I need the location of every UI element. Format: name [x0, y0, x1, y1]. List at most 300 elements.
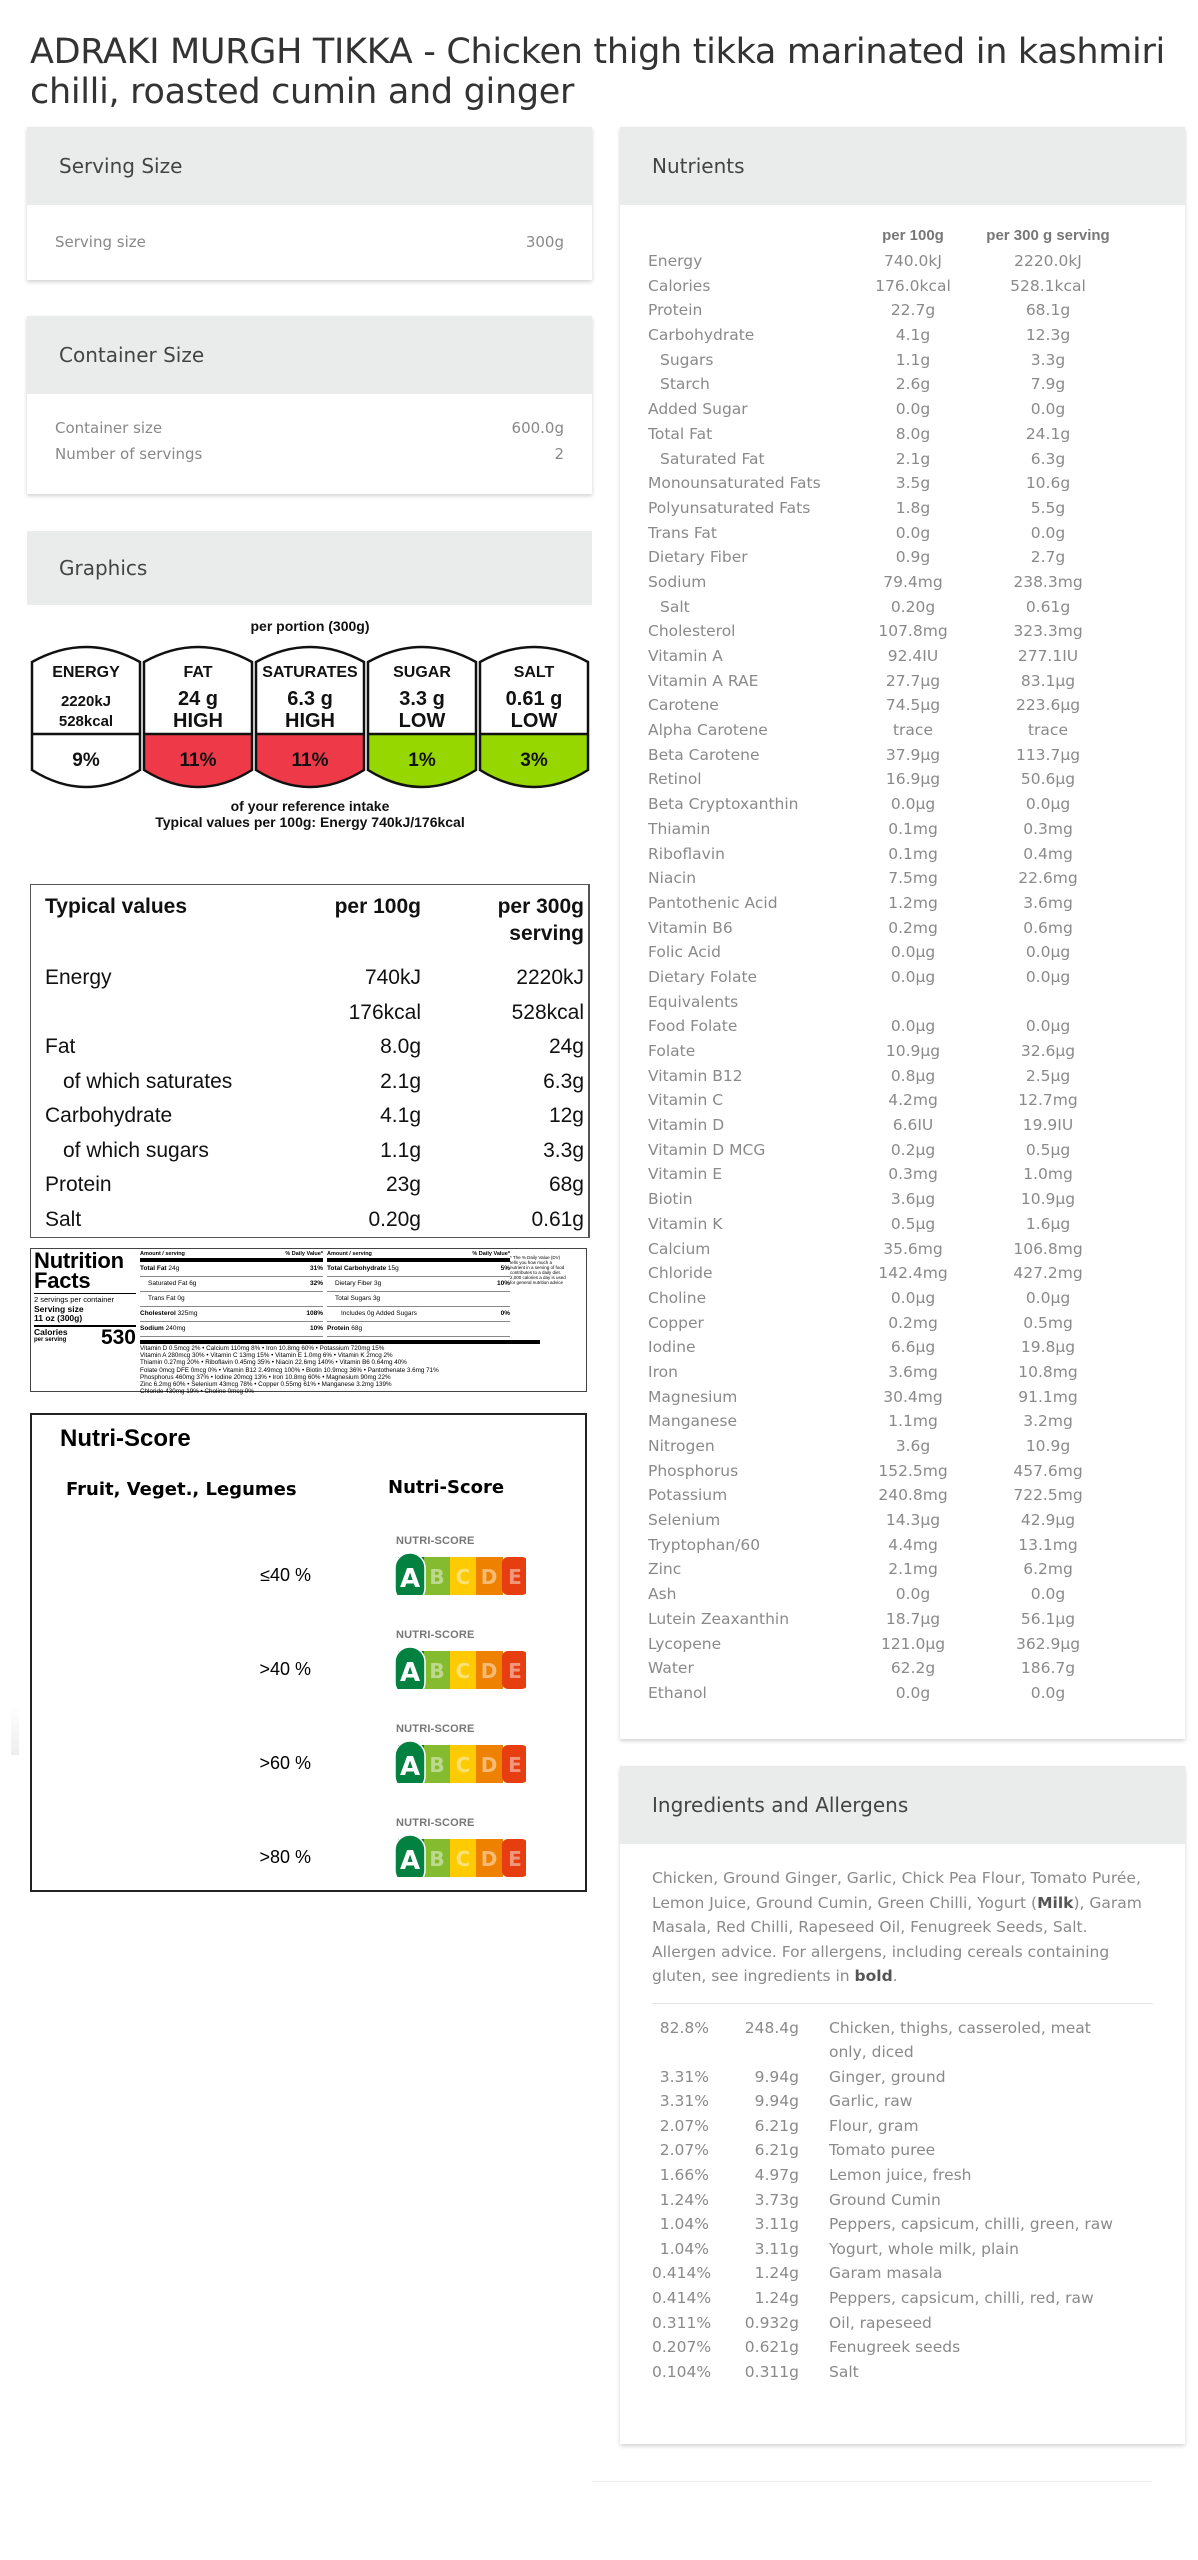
- ingredient-name: Fenugreek seeds: [829, 2338, 961, 2357]
- nutrient-name: Ash: [648, 1585, 677, 1604]
- traffic-light-value: [366, 688, 478, 732]
- info-label: Number of servings: [55, 445, 203, 463]
- ingredient-grams: 4.97g: [754, 2166, 799, 2185]
- us-vitamin-line: Vitamin D 0.5mcg 2% • Calcium 110mg 8% • Iron 10.8mg 60% • Potassium 720mg 15%: [140, 1345, 385, 1352]
- us-right-column-header: [327, 1251, 510, 1262]
- traffic-light-sugar: [366, 642, 478, 794]
- us-nutrient-line: [327, 1277, 510, 1292]
- us-nutrient-line: [327, 1262, 510, 1277]
- nutrient-per-100g: 0.2mg: [888, 918, 938, 937]
- nutrient-per-serving: 323.3mg: [1013, 622, 1083, 641]
- us-vitamins-minerals: [140, 1340, 540, 1395]
- ingredient-grams: 3.73g: [754, 2190, 799, 2209]
- us-nutrient-line: [140, 1262, 323, 1277]
- nutrient-per-100g: 92.4IU: [887, 647, 939, 665]
- traffic-light-value-line2: LOW: [398, 710, 446, 732]
- nutrient-row: [648, 644, 1157, 669]
- nutri-score-badge-label: NUTRI-SCORE: [396, 1629, 475, 1641]
- nutrient-name: Lycopene: [648, 1634, 722, 1653]
- nutrient-name: Polyunsaturated Fats: [648, 498, 811, 517]
- nutrient-per-serving: 1.6µg: [1025, 1214, 1071, 1233]
- nutrient-name: Vitamin B6: [648, 918, 733, 937]
- ingredient-grams: 9.94g: [754, 2067, 799, 2086]
- ingredient-name: Salt: [829, 2362, 859, 2381]
- ingredient-grams: 6.21g: [754, 2116, 799, 2135]
- nutrient-per-serving: 42.9µg: [1020, 1511, 1076, 1530]
- us-nutrient-amount: 240mg: [163, 1325, 186, 1332]
- nutrient-per-100g: 3.6mg: [888, 1362, 938, 1381]
- nutrients-col-name: [648, 227, 868, 249]
- nutri-score-badge: [390, 1817, 530, 1881]
- info-row: [55, 441, 564, 467]
- fvl-range: >80 %: [259, 1847, 311, 1867]
- nutrient-per-serving: 2.5µg: [1025, 1066, 1071, 1085]
- nutrient-per-100g: 0.0g: [895, 1683, 931, 1702]
- container-size-body: [27, 394, 592, 467]
- us-nutrient-amount: 3g: [372, 1280, 382, 1287]
- nutrient-row: [648, 1162, 1157, 1187]
- nutrient-row: [648, 1212, 1157, 1237]
- ingredient-percent: 0.414%: [652, 2289, 712, 2308]
- us-nutrient-name: Sodium: [140, 1325, 164, 1332]
- nutrient-per-100g: 740.0kJ: [884, 252, 942, 270]
- nutri-score-letter-a: A: [399, 1564, 421, 1594]
- nutri-score-badge: [390, 1723, 530, 1787]
- nutrient-row: [648, 718, 1157, 743]
- nutrient-per-serving: 113.7µg: [1015, 745, 1081, 764]
- nutrient-per-serving: 56.1µg: [1020, 1609, 1076, 1628]
- us-label-title-1: Nutrition: [34, 1248, 124, 1273]
- nutrient-per-100g: 0.0µg: [890, 943, 936, 962]
- nutrient-per-serving: 457.6mg: [1013, 1461, 1083, 1480]
- us-nutrient-name: Total Fat: [140, 1265, 167, 1272]
- nutrient-row: [648, 1064, 1157, 1089]
- ingredient-grams: 6.21g: [754, 2141, 799, 2160]
- nutrient-row: [648, 990, 1157, 1015]
- ingredient-row: [652, 2360, 1153, 2385]
- nutrient-per-serving: 68.1g: [1025, 301, 1071, 320]
- nutrient-name: Biotin: [648, 1190, 693, 1209]
- us-nutrient-name: Cholesterol: [140, 1310, 176, 1317]
- us-nutrient-dv: 108%: [306, 1310, 323, 1317]
- nutrient-name: Folate: [648, 1042, 696, 1060]
- ingredient-grams: 3.11g: [754, 2215, 799, 2234]
- us-nutrient-label: [148, 1277, 196, 1291]
- nutrient-per-serving: 50.6µg: [1020, 770, 1076, 789]
- allergen-highlight: bold: [854, 1967, 893, 1985]
- traffic-light-fat: [142, 642, 254, 794]
- nutrient-per-serving: 1.0mg: [1023, 1165, 1073, 1184]
- us-nutrient-dv: 10%: [309, 1325, 323, 1332]
- nutrient-per-100g: 1.2mg: [888, 893, 938, 912]
- ingredients-card: [620, 1766, 1185, 2444]
- nutrient-row: [648, 521, 1157, 546]
- nutrient-per-serving: 223.6µg: [1015, 696, 1081, 715]
- nutrients-col-per-serving: per 300 g serving: [986, 227, 1110, 244]
- nutrient-per-serving: 3.2mg: [1023, 1412, 1073, 1431]
- nutrient-per-serving: 24.1g: [1025, 424, 1071, 443]
- info-value: 300g: [525, 233, 564, 251]
- nutrient-per-serving: 32.6µg: [1020, 1042, 1076, 1060]
- nutrient-per-serving: 0.0g: [1030, 400, 1066, 419]
- nutrient-name: Calories: [648, 276, 711, 295]
- nutrients-header: Nutrients: [620, 127, 1185, 205]
- nutri-score-row: [32, 1535, 589, 1611]
- nutrient-per-100g: 107.8mg: [878, 622, 948, 641]
- nutrient-per-100g: 3.5g: [895, 474, 931, 493]
- traffic-light-value: [478, 688, 590, 732]
- nutri-score-letter-a: A: [399, 1752, 421, 1782]
- nutrient-per-100g: 152.5mg: [878, 1461, 948, 1480]
- us-nutrient-label: [140, 1262, 179, 1276]
- nutrient-name: Starch: [660, 375, 710, 394]
- us-calories: [34, 1325, 136, 1348]
- nutrient-per-serving: 3.3g: [1030, 350, 1066, 369]
- nutrient-per-serving: 7.9g: [1030, 375, 1066, 394]
- ingredient-percent: 0.414%: [652, 2264, 712, 2283]
- nutrient-name: Salt: [660, 597, 690, 616]
- typical-values-header: [31, 893, 588, 961]
- nutri-score-scale: [394, 1647, 526, 1689]
- nutri-score-title: Nutri-Score: [60, 1425, 191, 1452]
- ingredient-row: [652, 2335, 1153, 2360]
- traffic-light-value-line2: 528kcal: [58, 713, 114, 730]
- us-nutrient-label: [335, 1292, 380, 1306]
- nutrient-per-serving: 2.7g: [1030, 548, 1066, 567]
- traffic-light-value: [30, 692, 142, 732]
- ingredient-name: Peppers, capsicum, chilli, green, raw: [829, 2215, 1113, 2234]
- nutrient-per-serving: 19.8µg: [1020, 1338, 1076, 1357]
- us-nutrient-line: [140, 1322, 323, 1337]
- value-per-100g: 23g: [385, 1173, 421, 1196]
- nutrient-row: [648, 1187, 1157, 1212]
- nutrient-row: [648, 891, 1157, 916]
- nutrient-per-serving: 12.7mg: [1018, 1091, 1078, 1110]
- traffic-light-percent: 9%: [72, 750, 100, 771]
- nutrient-per-100g: 0.2mg: [888, 1313, 938, 1332]
- nutrient-name: Vitamin C: [648, 1091, 724, 1110]
- nutrient-name: of which saturates: [63, 1069, 233, 1093]
- nutrient-per-100g: 0.1mg: [888, 819, 938, 838]
- ingredient-row: [652, 2286, 1153, 2311]
- ingredient-row: [652, 2138, 1153, 2163]
- nutrient-name: Cholesterol: [648, 622, 736, 641]
- nutrient-name: Monounsaturated Fats: [648, 474, 821, 493]
- nutrient-name: Calcium: [648, 1239, 711, 1258]
- traffic-light-value: [254, 688, 366, 732]
- nutrient-row: [648, 447, 1157, 472]
- nutri-score-row: [32, 1723, 589, 1799]
- nutrient-row: [648, 1508, 1157, 1533]
- nutrient-per-serving: 427.2mg: [1013, 1264, 1083, 1283]
- nutrient-per-serving: 3.6mg: [1023, 893, 1073, 912]
- nutrient-row: [648, 249, 1157, 274]
- nutri-score-letter-b: B: [429, 1753, 445, 1777]
- nutrient-row: [648, 965, 1157, 990]
- traffic-light-footer-line1: of your reference intake: [230, 798, 390, 814]
- us-nutrient-line: [140, 1307, 323, 1322]
- nutrient-row: [648, 471, 1157, 496]
- traffic-light-salt: [478, 642, 590, 794]
- text-segment: Allergen advice. For allergens, including cereals containing gluten, see ingredients in: [652, 1942, 1110, 1985]
- ingredient-percent: 82.8%: [659, 2018, 709, 2037]
- nutrient-per-100g: 2.1mg: [888, 1560, 938, 1579]
- nutrient-per-100g: 18.7µg: [885, 1609, 941, 1628]
- ingredient-name: Peppers, capsicum, chilli, red, raw: [829, 2289, 1094, 2308]
- us-nutrient-dv: 0%: [500, 1310, 510, 1317]
- us-nutrient-label: [140, 1307, 197, 1321]
- nutrient-name: Trans Fat: [648, 523, 717, 542]
- traffic-light-saturates: [254, 642, 366, 794]
- nutrient-row: [648, 743, 1157, 768]
- nutrient-name: Food Folate: [648, 1017, 738, 1036]
- nutrient-row: [648, 1557, 1157, 1582]
- nutrient-name: Salt: [45, 1207, 82, 1231]
- nutri-score-letter-b: B: [429, 1847, 445, 1871]
- us-nutrient-dv: 5%: [500, 1265, 510, 1272]
- nutrient-row: [648, 1113, 1157, 1138]
- value-per-serving: 68g: [548, 1173, 584, 1196]
- value-per-100g: 8.0g: [380, 1035, 421, 1058]
- nutrient-per-serving: 6.3g: [1030, 449, 1066, 468]
- nutrient-per-serving: 106.8mg: [1013, 1239, 1083, 1258]
- us-nutrient-amount: 3g: [371, 1295, 381, 1302]
- dv-header: % Daily Value*: [472, 1251, 510, 1257]
- amount-header: Amount / serving: [140, 1251, 185, 1257]
- traffic-light-footer: [30, 798, 590, 830]
- ingredient-percent: 1.04%: [659, 2239, 709, 2258]
- us-serving-size-value: 11 oz (300g): [34, 1313, 83, 1323]
- nutrient-name: Carbohydrate: [45, 1104, 173, 1127]
- container-size-header: Container Size: [27, 316, 592, 394]
- typical-values-row: [31, 1030, 588, 1065]
- graphics-header: Graphics: [27, 531, 592, 605]
- value-per-100g: 0.20g: [368, 1207, 421, 1231]
- nutrient-name: Lutein Zeaxanthin: [648, 1609, 790, 1628]
- traffic-light-value-line1: 3.3 g: [399, 688, 445, 710]
- nutrient-name: Beta Carotene: [648, 745, 760, 764]
- nutrients-card: [620, 127, 1185, 1739]
- us-label-title-2: Facts: [34, 1271, 136, 1294]
- nutrient-name: Magnesium: [648, 1387, 738, 1406]
- nutrient-row: [648, 1138, 1157, 1163]
- ingredient-grams: 9.94g: [754, 2092, 799, 2111]
- ingredient-grams: 1.24g: [754, 2289, 799, 2308]
- nutrients-col-per100: per 100g: [882, 227, 944, 244]
- nutrient-per-100g: 35.6mg: [883, 1239, 943, 1258]
- us-vitamin-line: Thiamin 0.27mg 20% • Riboflavin 0.45mg 35% • Niacin 22.6mg 140% • Vitamin B6 0.64mg 40%: [140, 1359, 407, 1367]
- nutrient-per-100g: 0.0µg: [890, 967, 936, 986]
- traffic-light-name: SALT: [513, 664, 555, 681]
- us-nutrient-label: [327, 1262, 399, 1276]
- us-nutrient-line: [327, 1307, 510, 1322]
- ingredient-grams: 0.311g: [744, 2362, 799, 2381]
- nutri-score-badge: [390, 1629, 530, 1693]
- ingredients-declaration: [652, 1866, 1153, 1940]
- dv-header: % Daily Value*: [285, 1251, 323, 1257]
- nutrient-row: [648, 1360, 1157, 1385]
- us-left-column: [140, 1251, 323, 1337]
- nutrient-name: Vitamin A: [648, 647, 723, 665]
- nutri-score-scale: [394, 1835, 526, 1877]
- nutrient-name: Retinol: [648, 770, 702, 789]
- value-per-100g: 4.1g: [380, 1104, 421, 1127]
- nutrient-per-100g: 4.4mg: [888, 1535, 938, 1554]
- nutri-score-letter-e: E: [508, 1565, 522, 1589]
- nutrient-row: [648, 1237, 1157, 1262]
- nutrient-per-serving: 10.9g: [1025, 1437, 1071, 1455]
- nutrient-per-100g: trace: [892, 721, 933, 740]
- nutrient-row: [648, 570, 1157, 595]
- nutrient-per-serving: 362.9µg: [1015, 1634, 1081, 1653]
- nutrient-name: of which sugars: [63, 1138, 209, 1162]
- us-left-rows: [140, 1262, 323, 1337]
- value-per-serving: 528kcal: [511, 1000, 584, 1024]
- nutrient-name: Beta Cryptoxanthin: [648, 795, 799, 814]
- traffic-light-value-line2: HIGH: [173, 710, 223, 732]
- nutrient-per-100g: 7.5mg: [888, 869, 938, 888]
- nutrient-row: [648, 348, 1157, 373]
- value-per-serving: 3.3g: [543, 1138, 584, 1162]
- ingredient-percent: 1.04%: [659, 2215, 709, 2234]
- nutrient-name: Nitrogen: [648, 1437, 715, 1455]
- us-nutrient-amount: 0g: [175, 1295, 185, 1302]
- fvl-range: >40 %: [259, 1659, 311, 1679]
- typical-values-rows: [31, 961, 588, 1237]
- nutrients-table: [620, 205, 1185, 1706]
- us-servings-per-container: 2 servings per container: [34, 1295, 115, 1304]
- ingredient-name: Lemon juice, fresh: [829, 2166, 972, 2185]
- typical-values-row: [31, 1168, 588, 1203]
- nutrient-name: Vitamin K: [648, 1214, 723, 1233]
- text-segment: ), Garam Masala, Red Chilli, Rapeseed Oil, Fenugreek Seeds, Salt.: [652, 1893, 1142, 1936]
- ingredient-name: Flour, gram: [829, 2116, 919, 2135]
- nutrient-per-100g: 8.0g: [895, 424, 931, 443]
- nutrient-per-serving: 0.3mg: [1023, 819, 1073, 838]
- nutrient-name: Vitamin D MCG: [648, 1140, 766, 1159]
- nutrient-row: [648, 767, 1157, 792]
- info-label: Serving size: [55, 233, 146, 251]
- nutrient-per-serving: 12.3g: [1025, 326, 1071, 345]
- ingredient-percent: 0.104%: [652, 2362, 712, 2381]
- nutri-score-letter-b: B: [429, 1565, 445, 1589]
- nutrient-per-100g: 0.20g: [890, 597, 936, 616]
- nutri-score-badge-label: NUTRI-SCORE: [396, 1817, 475, 1829]
- nutrient-per-serving: 0.0µg: [1025, 1288, 1071, 1307]
- nutrient-per-serving: 19.9IU: [1022, 1116, 1074, 1135]
- us-nutrient-name: Trans Fat: [148, 1295, 176, 1302]
- nutri-score-panel: [30, 1413, 587, 1892]
- typical-values-row: [31, 1065, 588, 1100]
- nutri-score-letter-c: C: [455, 1565, 471, 1589]
- nutrient-row: [648, 1533, 1157, 1558]
- text-segment: Chicken, Ground Ginger, Garlic, Chick Pea Flour, Tomato Purée, Lemon Juice, Ground Cumin, Green Chilli, Yogurt (: [652, 1869, 1141, 1912]
- ingredient-row: [652, 2065, 1153, 2090]
- nutrient-name: Dietary Fiber: [648, 548, 748, 567]
- nutrient-name: Niacin: [648, 869, 697, 888]
- nutrient-name: Carbohydrate: [648, 326, 755, 345]
- nutrient-name: Vitamin D: [648, 1116, 725, 1135]
- nutrient-per-serving: 0.0g: [1030, 1683, 1066, 1702]
- nutrient-row: [648, 422, 1157, 447]
- info-row: [55, 229, 564, 255]
- nutrient-row: [648, 1483, 1157, 1508]
- us-nutrient-line: [140, 1277, 323, 1292]
- value-per-serving: 24g: [548, 1035, 584, 1058]
- nutrient-name: Tryptophan/60: [648, 1535, 761, 1554]
- ingredient-name: Yogurt, whole milk, plain: [829, 2239, 1019, 2258]
- us-nutrient-amount: 325mg: [175, 1310, 198, 1317]
- nutrient-row: [648, 792, 1157, 817]
- nutrient-per-100g: 1.1g: [895, 350, 931, 369]
- nutri-score-badge: [390, 1535, 530, 1599]
- nutrient-per-serving: 5.5g: [1030, 498, 1066, 517]
- nutrient-per-100g: 62.2g: [890, 1659, 936, 1678]
- traffic-light-footer-line2: Typical values per 100g: Energy 740kJ/176kcal: [155, 814, 465, 830]
- ingredient-name: Oil, rapeseed: [829, 2313, 932, 2332]
- nutrient-name: Chloride: [648, 1264, 713, 1283]
- us-calories-sub: per serving: [34, 1337, 67, 1343]
- nutrient-per-100g: 0.3mg: [888, 1165, 938, 1184]
- nutri-score-scale: [394, 1741, 526, 1783]
- nutrient-name: Vitamin E: [648, 1165, 723, 1184]
- nutrient-per-serving: 0.4mg: [1023, 844, 1073, 863]
- nutrient-row: [648, 669, 1157, 694]
- nutrient-per-serving: 13.1mg: [1018, 1535, 1078, 1554]
- nutrient-name: Vitamin B12: [648, 1066, 743, 1085]
- nutrient-per-serving: [958, 990, 1118, 1015]
- us-vitamin-line: Folate 0mcg DFE 0mcg 0% • Vitamin B12 2.49mcg 100% • Biotin 10.9mcg 36% • Pantothenate 3.6mg 71%: [140, 1366, 439, 1374]
- nutrient-row: [648, 1311, 1157, 1336]
- typical-values-row: [31, 1203, 588, 1238]
- nutrient-per-100g: 176.0kcal: [875, 276, 951, 295]
- nutrient-name: Thiamin: [648, 819, 711, 838]
- nutrient-row: [648, 323, 1157, 348]
- us-nutrient-label: [327, 1322, 362, 1336]
- nutri-score-letter-a: A: [399, 1658, 421, 1688]
- ingredient-percent: 2.07%: [659, 2141, 709, 2160]
- ingredient-name: Tomato puree: [829, 2141, 936, 2160]
- ingredient-grams: 3.11g: [754, 2239, 799, 2258]
- nutrient-per-100g: [868, 990, 958, 1015]
- nutrient-row: [648, 1582, 1157, 1607]
- value-per-100g: 176kcal: [348, 1000, 421, 1024]
- traffic-light-caption: per portion (300g): [250, 618, 370, 634]
- ingredient-percent: 0.207%: [652, 2338, 712, 2357]
- nutrient-row: [648, 496, 1157, 521]
- nutrient-per-100g: 30.4mg: [883, 1387, 943, 1406]
- ingredient-grams: 0.621g: [744, 2338, 799, 2357]
- nutrient-per-100g: 0.8µg: [890, 1066, 936, 1085]
- nutri-score-col2-header: Nutri-Score: [388, 1477, 505, 1498]
- ingredient-percent: 1.66%: [659, 2166, 709, 2185]
- us-vitamin-line: Vitamin A 280mcg 30% • Vitamin C 13mg 15% • Vitamin E 1.0mg 6% • Vitamin K 2mcg 2%: [140, 1352, 393, 1360]
- ingredient-percent: 2.07%: [659, 2116, 709, 2135]
- us-left-column-header: [140, 1251, 323, 1262]
- value-per-serving: 6.3g: [543, 1069, 584, 1093]
- traffic-light-value-line1: 24 g: [177, 688, 219, 710]
- ingredient-name: Chicken, thighs, casseroled, meat only, diced: [829, 2018, 1091, 2062]
- nutri-score-badge-label: NUTRI-SCORE: [396, 1723, 475, 1735]
- value-per-serving: 0.61g: [531, 1207, 584, 1231]
- nutrient-per-100g: 0.5µg: [890, 1214, 936, 1233]
- nutrient-per-100g: 0.0µg: [890, 795, 936, 814]
- us-nutrient-name: Dietary Fiber: [335, 1280, 373, 1287]
- nutrient-per-100g: 0.1mg: [888, 844, 938, 863]
- nutrient-row: [648, 1409, 1157, 1434]
- us-nutrient-name: Saturated Fat: [148, 1280, 188, 1287]
- us-nutrient-amount: 68g: [349, 1325, 363, 1332]
